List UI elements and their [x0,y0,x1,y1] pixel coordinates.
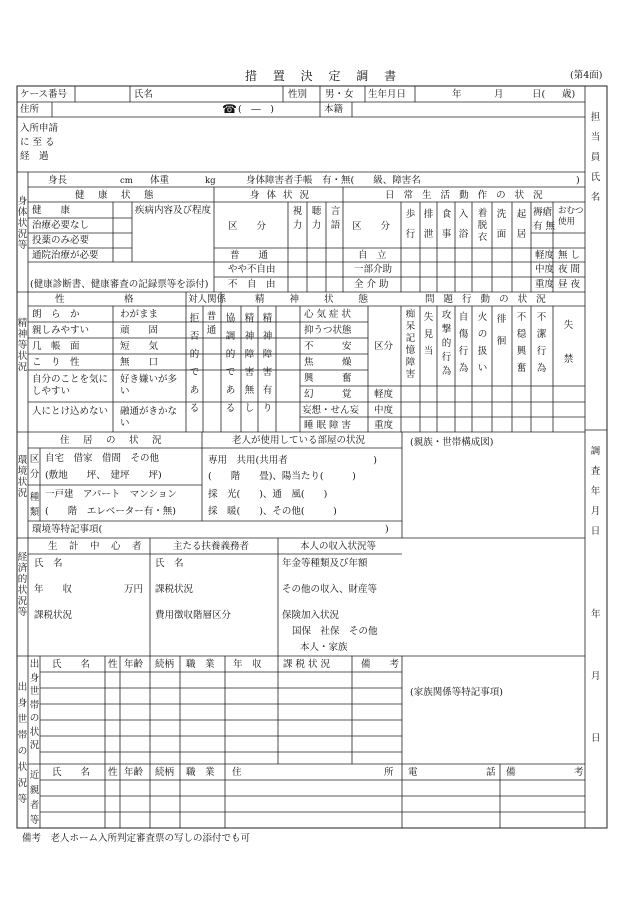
diaper-row-1: 無 し [558,250,581,261]
housing-header: 住 居 の 状 況 [60,435,164,446]
dob-month: 月 [494,89,504,100]
bedsore-row-3: 重度 [535,279,555,290]
trait-r-5: 好き嫌いが多い [120,374,178,397]
rel-col-notes-1: 備 [506,767,516,778]
origin-household-label: 出身世帯の状況 [29,659,40,751]
health-row-3: 投薬のみ必要 [32,235,90,246]
adl-row-3: 全 介 助 [354,279,389,290]
economy-col1: 生 計 中 心 者 [48,541,143,552]
entry-label-2: に 至 る [20,137,55,148]
phone-field: ( ― ) [238,104,274,115]
symptom-3: 不 安 [304,341,352,352]
eco-name: 氏 名 [34,558,63,569]
case-number-label: ケース番号 [20,89,68,100]
mental-section-label: 精神等状況 [17,318,28,373]
trait-r-4: 無 口 [120,357,159,368]
housing-r2: (敷地 坪、 建坪 坪) [45,470,162,481]
housing-type: 種類 [29,492,40,518]
survey-year: 年 [591,609,601,620]
level-mild: 軽度 [374,389,394,400]
eco-pension: 年金等種類及び年額 [282,558,368,569]
origin-col-relation: 続柄 [155,659,175,670]
symptom-7: 妄想・せん妄 [302,405,360,416]
mental-cooperative: 協調的である [225,313,236,414]
problem-disorientation: 失見当 [423,312,434,357]
eco-other: その他の収入、財産等 [282,584,378,595]
cm-unit: cm [120,176,133,186]
level-severe: 重度 [374,420,394,431]
origin-col-notes: 備 考 [361,659,400,670]
origin-col-tax: 課 税 状 況 [283,659,331,670]
mental-kubun: 区分 [374,341,394,352]
survey-month: 月 [591,671,601,682]
room-r2: ( 階 畳)、陽当たり( ) [208,471,356,482]
staff-name-label: 担当員氏名 [590,112,601,203]
rel-col-address-1: 住 [232,767,242,778]
problem-dementia: 痴呆記憶障害 [405,309,416,380]
disability-handbook-end: ) [576,175,580,186]
domicile-label: 本籍 [324,104,344,115]
dob-label: 生年月日 [368,89,407,100]
diaper-row-3: 昼 夜 [558,279,581,290]
relatives-label: 近親者等 [29,770,40,826]
housing-r3: 一戸建 アパート マンション [45,489,177,500]
environment-notes: 環境等特記事項( [32,524,103,535]
health-row-2: 治療必要なし [32,220,90,231]
trait-r-3: 短 気 [120,341,159,352]
rel-col-phone-2: 話 [486,767,496,778]
height-label: 身長 [48,175,68,186]
weight-label: 体重 [150,175,170,186]
adl-dress: 着脱衣 [477,208,488,243]
personality-header: 性 格 [55,294,136,305]
eco-insurance: 保険加入状況 [282,610,340,621]
bedsore-row-1: 軽度 [535,250,555,261]
family-tree-label: (親族・世帯構成図) [410,437,494,448]
level-moderate: 中度 [374,405,394,416]
adl-bath: 入浴 [458,209,469,240]
bedsore-label: 褥瘡 [533,207,553,218]
rel-col-age: 年齢 [124,767,144,778]
rel-col-name: 氏 名 [52,767,91,778]
rel-col-phone-1: 電 [408,767,418,778]
name-label: 氏名 [134,89,154,100]
relation-rejective: 拒否的である [189,313,200,414]
address-label: 住所 [20,104,40,115]
phone-icon: ☎ [222,102,237,116]
disease-label: 疾病内容及び程度 [135,205,212,216]
disability-handbook: 身体障害者手帳 有・無( 級、障害名 [246,175,421,186]
mental-no-disorder: 精神障害無し [244,313,255,414]
adl-wash: 洗面 [496,209,507,240]
adl-walk: 歩行 [405,209,416,240]
phys-kubun: 区 分 [228,221,267,232]
eco-insurance-types: 国保 社保 その他 [292,626,378,637]
trait-l-2: 親しみやすい [32,325,90,336]
sex-label: 性別 [288,89,308,100]
symptom-6: 幻 覚 [304,389,352,400]
rel-col-job: 職 業 [186,767,215,778]
page-number: (第4面) [570,70,603,81]
relations-header: 対人関係 [188,294,227,305]
dob-day: 日( [532,89,546,100]
footer-note: 備考 老人ホーム入所判定審査票の写しの添付でも可 [22,833,251,844]
problem-wandering: 徘徊 [496,314,507,347]
eco-income: 年 収 [34,584,73,595]
rel-col-relation: 続柄 [155,767,175,778]
environment-notes-end: ) [385,524,389,535]
sex-value: 男・女 [325,89,354,100]
problem-aggression: 攻撃的行為 [441,310,452,377]
economy-col2: 主たる扶養義務者 [173,541,250,552]
physical-header: 身 体 状 況 [250,190,312,201]
eco-yen: 万円 [124,584,144,595]
origin-col-job: 職 業 [186,659,215,670]
trait-r-1: わがまま [120,309,159,320]
symptom-1: 心 気 症 状 [304,309,352,320]
adl-row-1: 自 立 [358,250,387,261]
phys-row-3: 不 自 由 [228,279,276,290]
trait-l-4: こ り 性 [32,357,80,368]
age-label: 歳) [562,89,576,100]
problem-incontinence: 失禁 [563,320,574,365]
mental-state-header: 精 神 状 態 [255,294,371,305]
adl-row-2: 一部介助 [354,264,393,275]
document-title: 措 置 決 定 調 書 [245,69,403,83]
adl-toilet: 排泄 [423,209,434,240]
symptom-4: 焦 燥 [304,357,352,368]
rel-col-address-2: 所 [384,767,394,778]
room-header: 老人が使用している部屋の状況 [232,435,366,446]
phys-col-speech: 言語 [330,206,341,231]
trait-r-2: 頑 固 [120,325,159,336]
origin-col-name: 氏 名 [52,659,91,670]
phys-row-1: 普 通 [230,250,269,261]
eco-tax: 課税状況 [34,610,73,621]
entry-label-1: 入所申請 [20,123,59,134]
room-r1: 専用 共用(共用者 ) [208,455,377,466]
origin-col-sex: 性 [108,659,118,670]
room-r4: 採 暖( )、その他( ) [208,506,337,517]
kg-unit: kg [205,176,216,186]
trait-l-5: 自分のことを気にしやすい [32,374,109,397]
health-row-4: 通院治療が必要 [32,250,99,261]
phys-row-2: やや不自由 [228,264,276,275]
survey-day: 日 [591,733,601,744]
family-notes-label: (家族関係等特記事項) [410,687,503,698]
health-row-1: 健 康 [32,205,71,216]
adl-eat: 食事 [441,209,452,240]
trait-l-1: 朗 ら か [32,309,80,320]
adl-kubun: 区 分 [352,221,391,232]
bedsore-umu: 有 無 [533,221,556,232]
entry-label-3: 経 過 [20,151,49,162]
health-header: 健 康 状 態 [75,190,156,201]
eco-tax2: 課税状況 [155,584,194,595]
eco-insurance-who: 本人・家族 [300,642,348,653]
adl-header: 日 常 生 活 動 作 の 状 況 [385,190,546,201]
environment-section-label: 環境状況 [17,455,28,499]
diaper-label: おむつ使用 [558,206,584,227]
dob-year: 年 [452,89,462,100]
adl-rise: 起居 [516,209,527,240]
economy-col3: 本人の収入状況等 [300,541,377,552]
eco-name2: 氏 名 [155,558,184,569]
diaper-row-2: 夜 間 [558,264,581,275]
rel-col-notes-2: 考 [574,767,584,778]
problem-fire: 火の扱い [477,312,488,374]
symptom-8: 睡 眠 障 害 [304,420,352,431]
housing-r1: 自宅 借家 借間 その他 [45,453,160,464]
rel-col-sex: 性 [108,767,118,778]
housing-kubun: 区分 [29,454,40,480]
origin-section-label: 出身世帯の状況等 [17,682,28,805]
trait-l-3: 几 帳 面 [32,341,80,352]
symptom-2: 抑うつ状態 [304,325,352,336]
problem-self-harm: 自傷行為 [458,312,469,374]
trait-r-6: 融通がきかない [120,406,178,429]
eco-fee: 費用徴収階層区分 [155,610,232,621]
phys-col-hearing: 聴力 [311,206,322,231]
origin-col-age: 年齢 [124,659,144,670]
origin-col-income: 年 収 [233,659,262,670]
body-section-label: 身体状況等 [17,196,28,251]
health-note: (健康診断書、健康審査の記録票等を添付) [30,279,209,290]
trait-l-6: 人にとけ込めない [32,406,109,417]
economy-section-label: 経済的状況等 [17,552,28,618]
symptom-5: 興 奮 [304,373,352,384]
phys-col-sight: 視力 [292,206,303,231]
housing-r4: ( 階 エレベーター有・無) [45,506,176,517]
bedsore-row-2: 中度 [535,264,555,275]
problem-header: 問 題 行 動 の 状 況 [425,294,549,305]
survey-date-label: 調査年月日 [590,446,601,537]
mental-disorder: 精神障害有り [262,313,273,414]
problem-agitation: 不穏興奮 [516,312,527,374]
relation-normal: 普通 [206,311,217,336]
problem-unclean: 不潔行為 [536,312,547,374]
room-r3: 採 光( )、通 風( ) [208,489,328,500]
